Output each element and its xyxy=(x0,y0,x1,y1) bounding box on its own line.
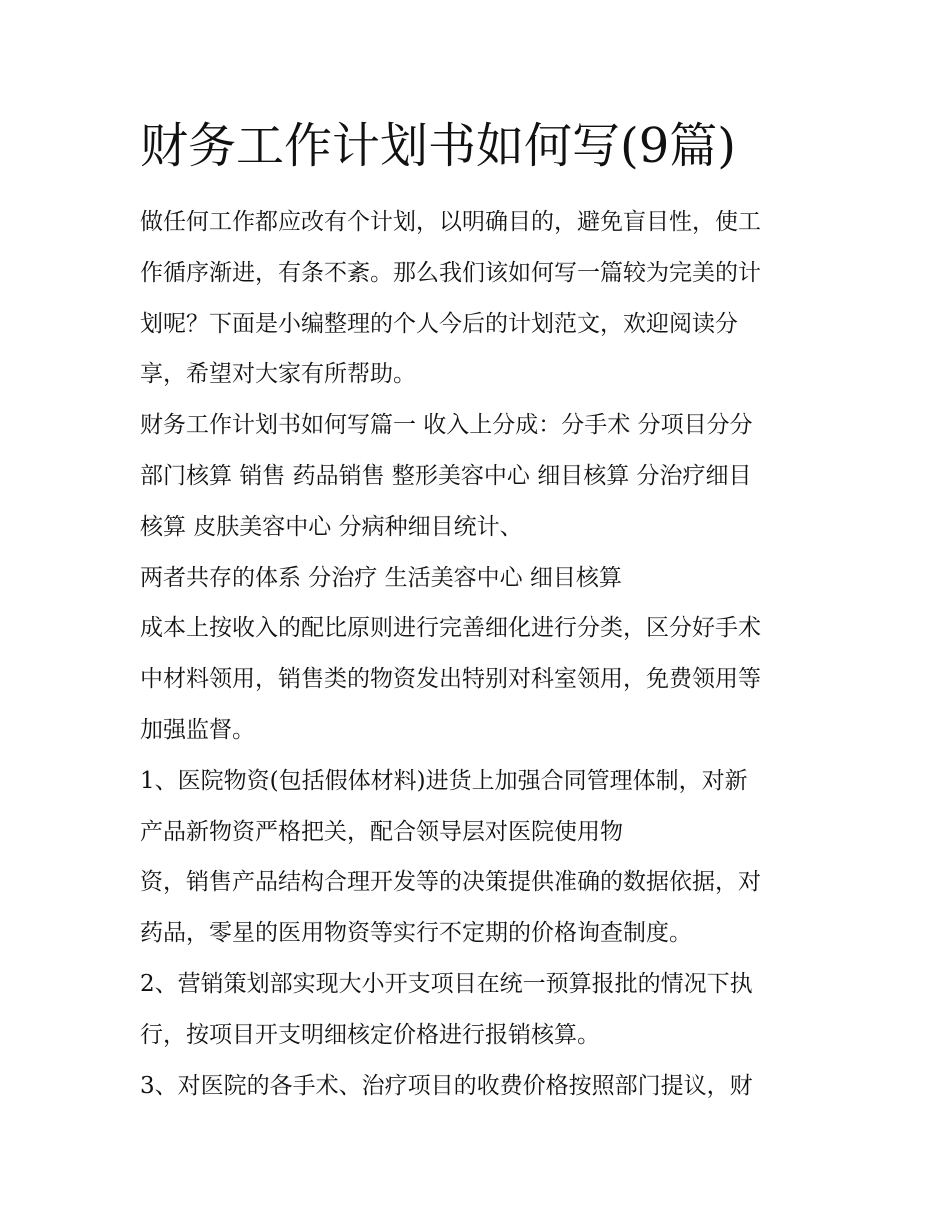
text-line: 两者共存的体系 分治疗 生活美容中心 细目核算 xyxy=(140,564,622,591)
text-line: 财务工作计划书如何写篇一 收入上分成：分手术 分项目分分 xyxy=(140,412,753,439)
page-title: 财务工作计划书如何写(9篇) xyxy=(140,118,736,174)
text-line: 1、医院物资(包括假体材料)进货上加强合同管理体制，对新 xyxy=(140,767,748,794)
text-line: 划呢？下面是小编整理的个人今后的计划范文，欢迎阅读分 xyxy=(140,310,738,337)
text-line: 做任何工作都应改有个计划，以明确目的，避免盲目性，使工 xyxy=(140,209,761,235)
text-line: 享，希望对大家有所帮助。 xyxy=(140,361,416,388)
text-line: 中材料领用，销售类的物资发出特别对科室领用，免费领用等 xyxy=(140,666,761,693)
text-line: 3、对医院的各手术、治疗项目的收费价格按照部门提议，财 xyxy=(140,1072,753,1099)
document-body xyxy=(140,197,820,1111)
text-line: 加强监督。 xyxy=(140,716,255,743)
text-line: 2、营销策划部实现大小开支项目在统一预算报批的情况下执 xyxy=(140,970,753,997)
text-line: 核算 皮肤美容中心 分病种细目统计、 xyxy=(140,513,523,540)
text-line: 成本上按收入的配比原则进行完善细化进行分类，区分好手术 xyxy=(140,615,761,642)
text-line: 行，按项目开支明细核定价格进行报销核算。 xyxy=(140,1021,600,1048)
text-line: 部门核算 销售 药品销售 整形美容中心 细目核算 分治疗细目 xyxy=(140,462,752,489)
text-line: 资，销售产品结构合理开发等的决策提供准确的数据依据，对 xyxy=(140,869,761,896)
text-line: 作循序渐进，有条不紊。那么我们该如何写一篇较为完美的计 xyxy=(140,259,761,286)
text-line: 产品新物资严格把关，配合领导层对医院使用物 xyxy=(140,818,623,845)
text-line: 药品，零星的医用物资等实行不定期的价格询查制度。 xyxy=(140,920,692,947)
